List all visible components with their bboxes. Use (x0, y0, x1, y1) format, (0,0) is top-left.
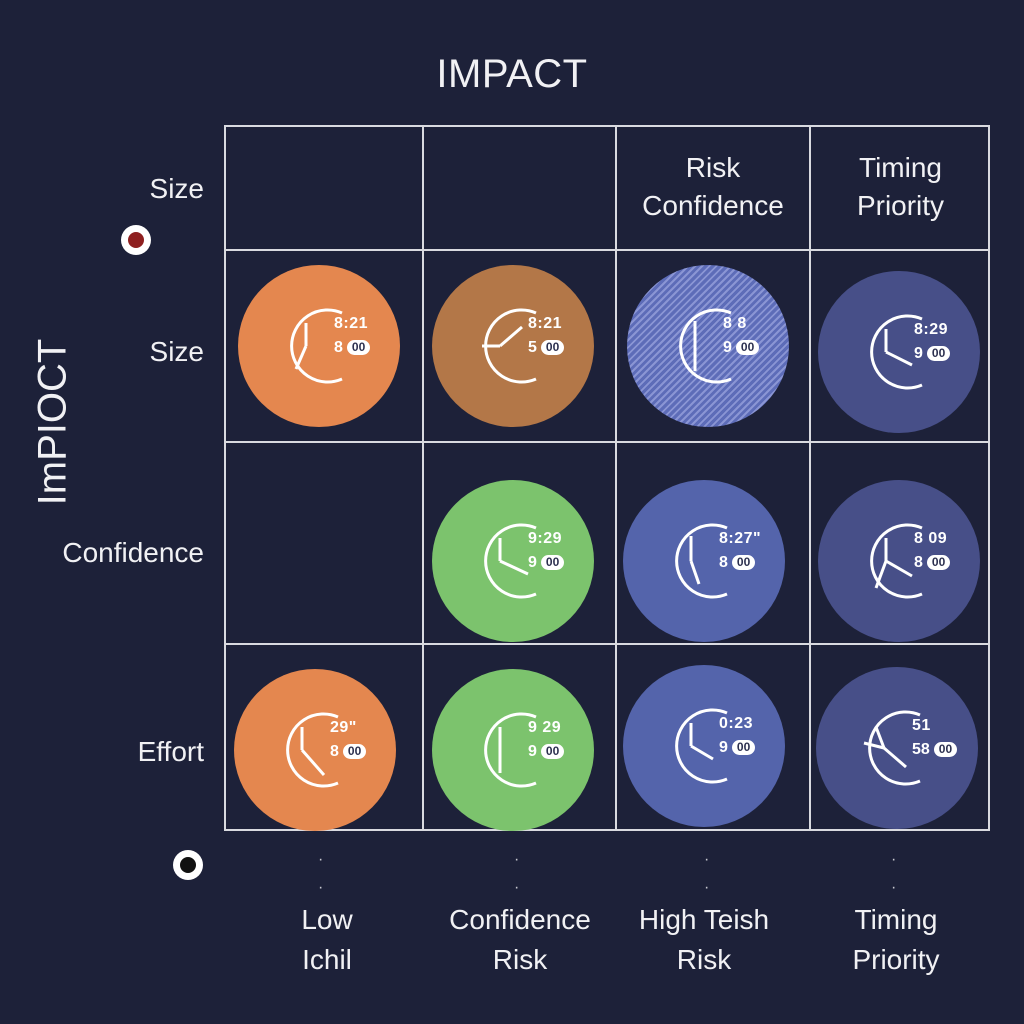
bottom-label-confidence-risk: Confidence Risk (449, 904, 591, 975)
matrix-cell-r3c1[interactable] (234, 669, 396, 831)
tick-mark: · (891, 851, 897, 868)
matrix-grid (224, 125, 990, 831)
cell-badge: 9 00 (914, 345, 950, 363)
matrix-cell-r1c1[interactable] (238, 265, 400, 427)
bottom-label-high-risk: High Teish Risk (638, 904, 770, 975)
cell-time-value: 8 8 (723, 315, 747, 332)
tick-mark: · (704, 879, 710, 896)
matrix-cell-r2c2[interactable] (432, 480, 594, 642)
clock-icon (432, 669, 594, 831)
cell-badge: 8 00 (334, 339, 370, 357)
cell-badge: 8 00 (914, 554, 950, 572)
row-label-effort: Effort (137, 736, 204, 767)
matrix-cell-r3c4[interactable] (816, 667, 978, 829)
cell-badge: 9 00 (723, 339, 759, 357)
matrix-cell-r2c3[interactable] (623, 480, 785, 642)
cell-badge: 9 00 (719, 739, 755, 757)
clock-icon (623, 665, 785, 827)
cell-time-value: 8:29 (914, 321, 949, 338)
cell-time-value: 8:21 (334, 315, 369, 332)
bottom-marker-icon[interactable] (173, 850, 203, 880)
cell-badge: 8 00 (330, 743, 366, 761)
tick-mark: · (318, 879, 324, 896)
cell-time-value: 9 29 (528, 719, 562, 736)
bottom-label-low: Low Ichil (301, 904, 353, 975)
cell-time-value: 9:29 (528, 530, 563, 547)
tick-mark: · (514, 879, 520, 896)
matrix-cell-r1c2[interactable] (432, 265, 594, 427)
clock-icon (234, 669, 396, 831)
matrix-cell-r2c4[interactable] (818, 480, 980, 642)
cell-badge: 58 00 (912, 741, 957, 759)
tick-mark: · (514, 851, 520, 868)
clock-icon (623, 480, 785, 642)
matrix-cell-r3c2[interactable] (432, 669, 594, 831)
top-marker-icon[interactable] (121, 225, 151, 255)
tick-mark: · (318, 851, 324, 868)
cell-badge: 8 00 (719, 554, 755, 572)
y-axis-title: ImPIOCT (30, 338, 75, 506)
matrix-cell-r1c3[interactable] (627, 265, 789, 427)
row-label-size: Size (149, 336, 204, 367)
clock-icon (238, 265, 400, 427)
cell-time-value: 51 (912, 717, 931, 734)
column-header-risk-confidence: Risk Confidence (642, 152, 784, 221)
column-header-timing-priority: Timing Priority (856, 152, 945, 221)
cell-time-value: 0:23 (719, 715, 754, 732)
cell-badge: 9 00 (528, 743, 564, 761)
clock-icon (432, 480, 594, 642)
clock-icon (627, 265, 789, 427)
tick-mark: · (704, 851, 710, 868)
cell-badge: 5 00 (528, 339, 564, 357)
clock-icon (818, 271, 980, 433)
cell-time-value: 8:27" (719, 530, 762, 547)
cell-time-value: 8 09 (914, 530, 948, 547)
clock-icon (432, 265, 594, 427)
matrix-cell-r1c4[interactable] (818, 271, 980, 433)
cell-time-value: 29" (330, 719, 357, 736)
chart-title: IMPACT (436, 52, 588, 96)
cell-time-value: 8:21 (528, 315, 563, 332)
row-label-header: Size (149, 173, 204, 204)
bottom-label-timing-priority: Timing Priority (852, 904, 940, 975)
tick-mark: · (891, 879, 897, 896)
row-label-confidence: Confidence (62, 537, 204, 568)
clock-icon (818, 480, 980, 642)
matrix-cell-r3c3[interactable] (623, 665, 785, 827)
cell-badge: 9 00 (528, 554, 564, 572)
